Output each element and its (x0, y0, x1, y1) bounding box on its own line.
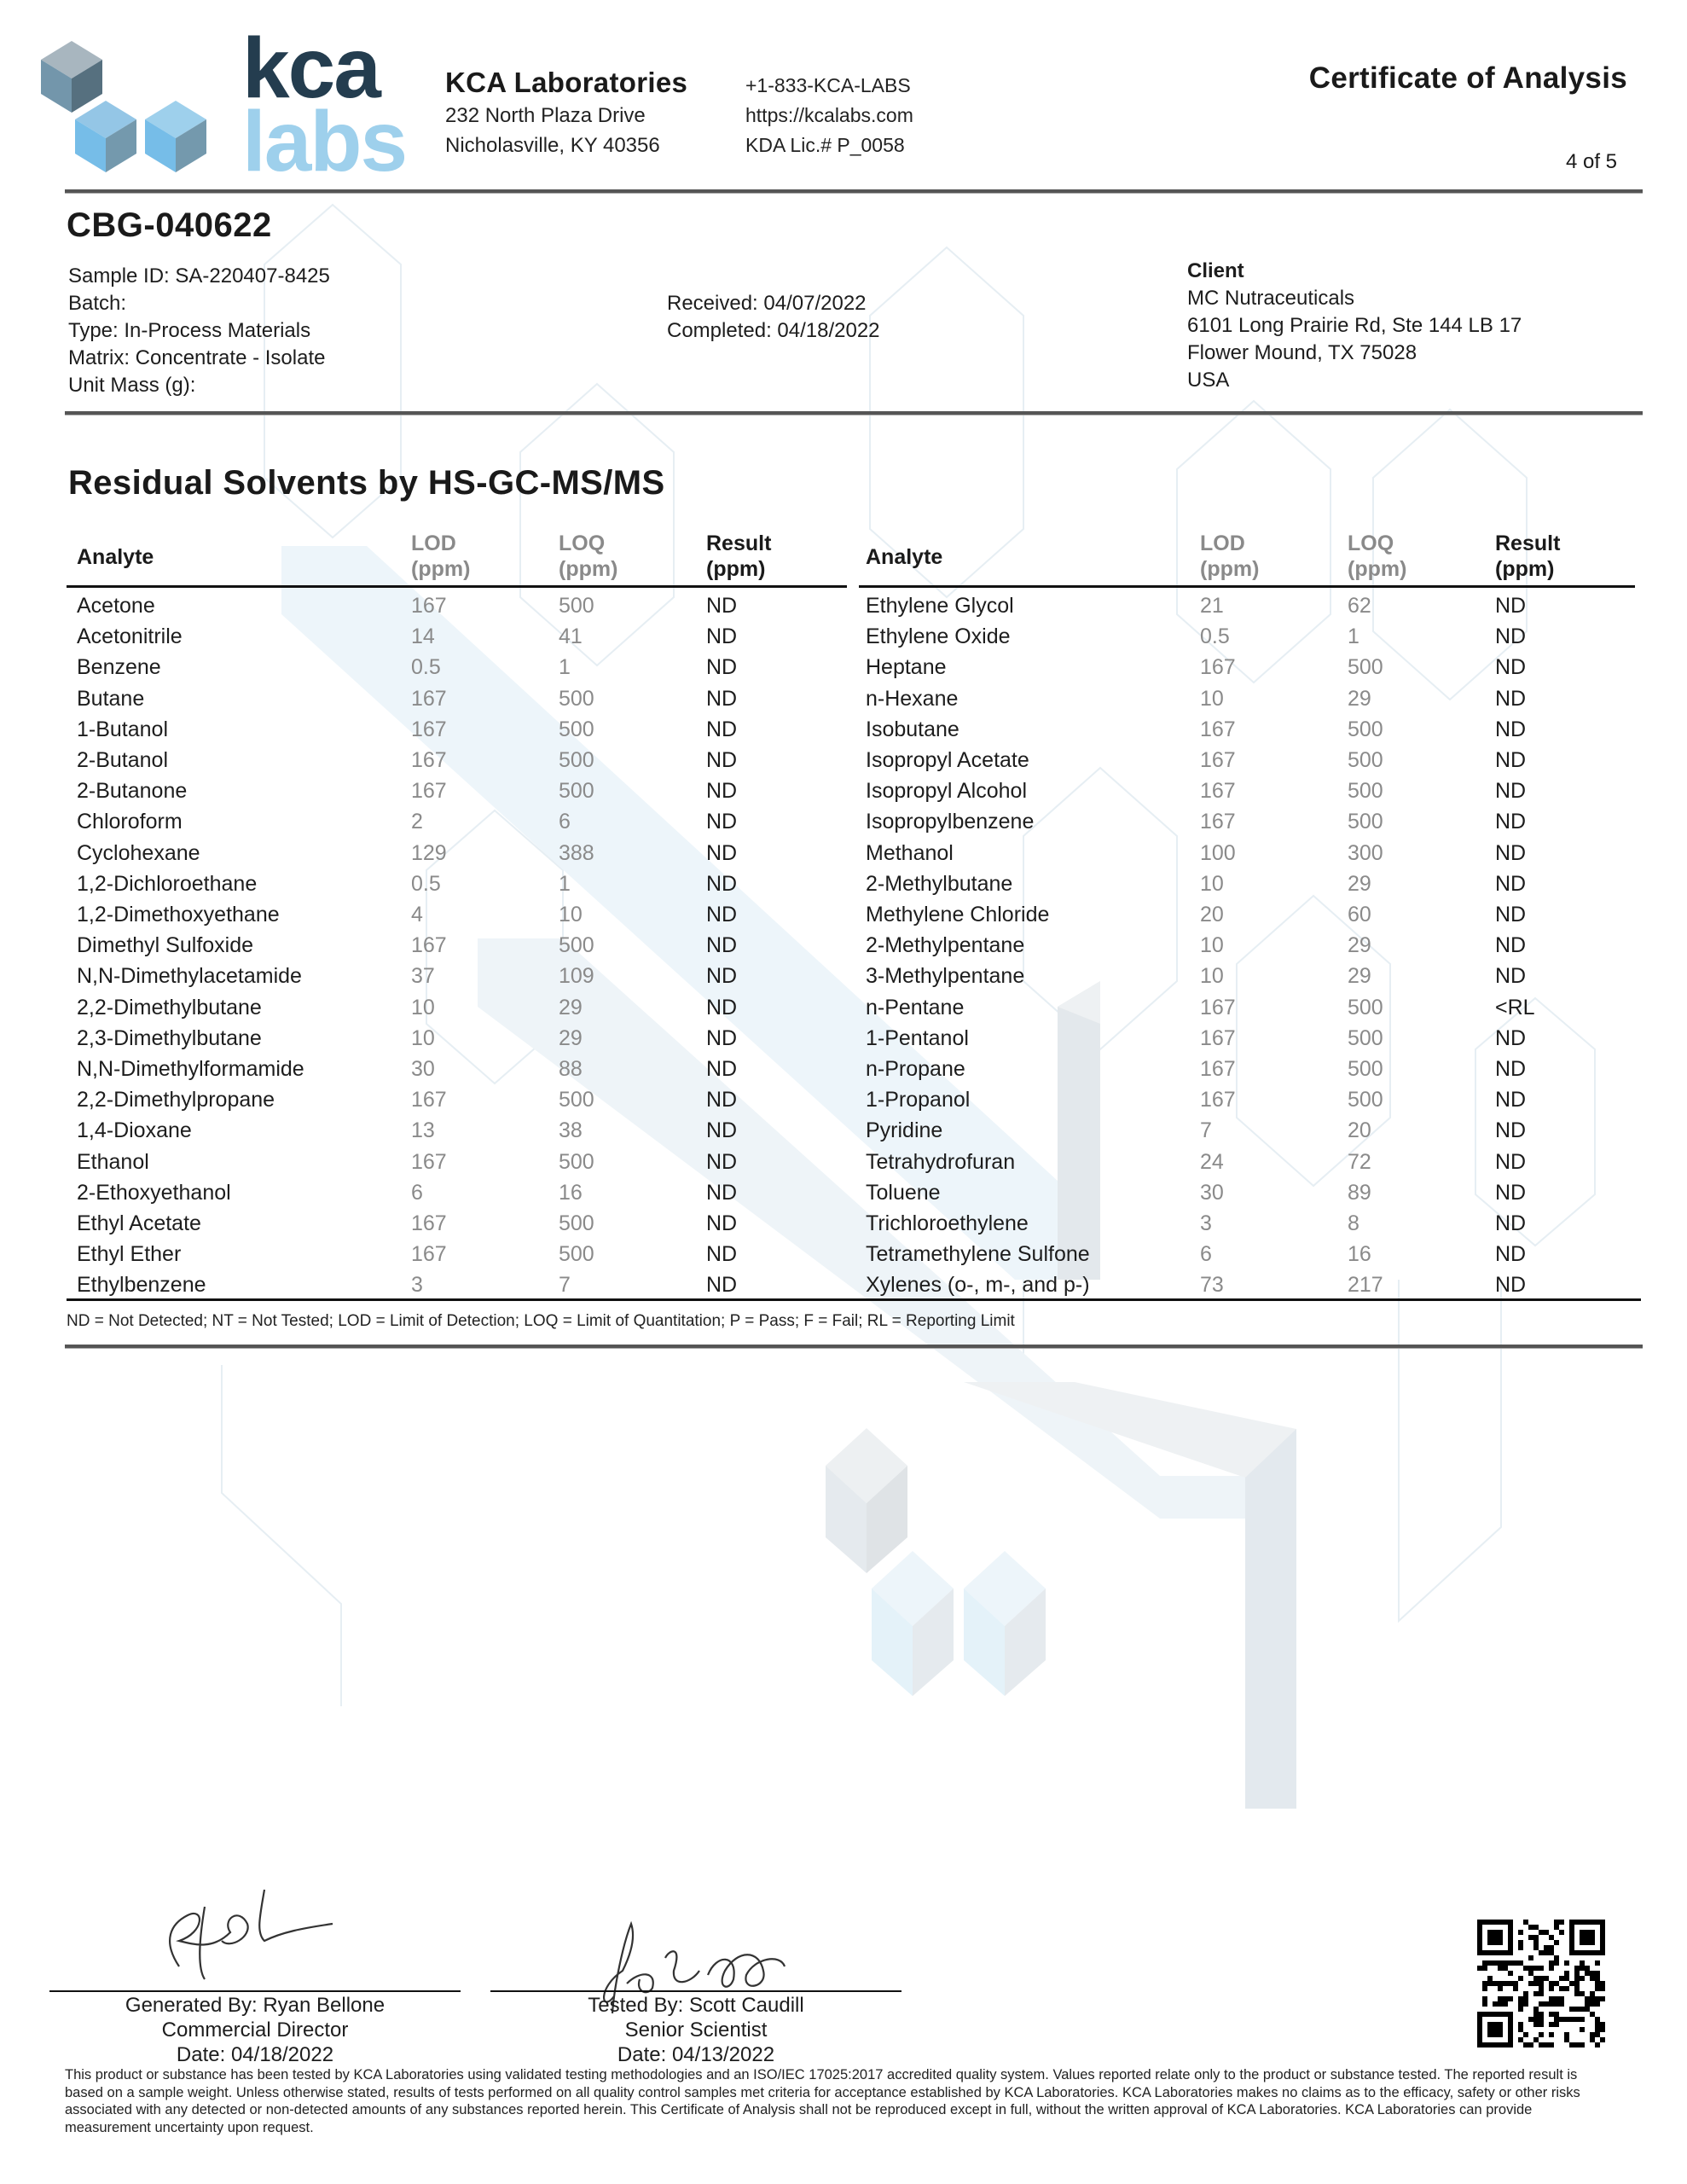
result-cell: ND (1495, 933, 1527, 958)
lod-cell: 10 (411, 1025, 435, 1050)
result-cell: ND (706, 964, 738, 989)
lod-cell: 167 (1200, 779, 1236, 804)
result-cell: ND (1495, 840, 1527, 865)
loq-cell: 29 (1348, 871, 1371, 896)
lab-name: KCA Laboratories (445, 67, 688, 98)
analyte-cell: 1,4-Dioxane (77, 1118, 192, 1143)
loq-cell: 41 (559, 624, 583, 649)
result-cell: ND (1495, 1025, 1527, 1050)
lod-cell: 167 (1200, 810, 1236, 834)
logo-cubes-icon (41, 41, 220, 186)
result-cell: ND (706, 933, 738, 958)
loq-cell: 16 (559, 1180, 583, 1205)
lod-cell: 167 (411, 748, 447, 772)
lod-cell: 10 (1200, 686, 1224, 711)
analyte-cell: 1,2-Dimethoxyethane (77, 903, 280, 926)
lod-cell: 24 (1200, 1149, 1224, 1174)
lod-cell: 0.5 (411, 871, 441, 896)
table-row (77, 1054, 844, 1084)
table-row (77, 652, 844, 682)
result-label: Result (706, 531, 772, 555)
table-row (77, 961, 844, 991)
result-cell: ND (1495, 717, 1527, 741)
analyte-cell: Chloroform (77, 810, 183, 834)
table-row (77, 1115, 844, 1146)
lod-cell: 167 (411, 717, 447, 741)
result-cell: ND (706, 624, 738, 649)
lod-cell: 100 (1200, 840, 1236, 865)
result-cell: ND (1495, 903, 1527, 926)
logo-kca-text: kca (242, 20, 380, 116)
lod-cell: 167 (1200, 995, 1236, 1019)
lod-cell: 167 (1200, 655, 1236, 680)
lod-cell: 21 (1200, 594, 1224, 618)
table-row (866, 992, 1633, 1023)
result-cell: ND (1495, 748, 1527, 772)
result-cell: ND (1495, 1088, 1527, 1112)
result-cell: ND (706, 1273, 738, 1298)
loq-cell: 500 (1348, 1088, 1383, 1112)
result-cell: ND (1495, 624, 1527, 649)
table-row (77, 930, 844, 961)
lod-cell: 6 (1200, 1242, 1212, 1267)
analyte-cell: n-Pentane (866, 995, 965, 1019)
lab-address-line2: Nicholasville, KY 40356 (445, 134, 660, 157)
completed-date: Completed: 04/18/2022 (667, 319, 880, 342)
analyte-cell: Toluene (866, 1180, 941, 1205)
analyte-cell: Pyridine (866, 1118, 943, 1143)
table-row (866, 652, 1633, 682)
received-date: Received: 04/07/2022 (667, 292, 867, 315)
analyte-cell: N,N-Dimethylformamide (77, 1057, 304, 1081)
result-cell: ND (1495, 1180, 1527, 1205)
tested-by-block (490, 1993, 901, 2067)
lod-cell: 167 (411, 594, 447, 618)
table-row (866, 683, 1633, 714)
lod-cell: 167 (1200, 1025, 1236, 1050)
analyte-cell: 1,2-Dichloroethane (77, 871, 258, 896)
table-row (866, 868, 1633, 899)
analyte-cell: Tetrahydrofuran (866, 1149, 1016, 1174)
lod-cell: 0.5 (1200, 624, 1230, 649)
loq-cell: 500 (559, 686, 594, 711)
lod-cell: 13 (411, 1118, 435, 1143)
result-cell: ND (1495, 779, 1527, 804)
result-label: Result (1495, 531, 1561, 555)
kca-labs-logo (41, 20, 408, 189)
analyte-cell: Isopropyl Acetate (866, 748, 1029, 772)
tested-by-name: Tested By: Scott Caudill (588, 1994, 804, 2017)
table-bottom-rule (67, 1298, 1641, 1301)
lod-cell: 3 (1200, 1211, 1212, 1235)
table-row (77, 838, 844, 868)
analyte-cell: Heptane (866, 655, 947, 680)
analyte-cell: Ethylene Glycol (866, 594, 1014, 618)
lod-cell: 0.5 (411, 655, 441, 680)
lod-cell: 167 (411, 686, 447, 711)
lod-label: LOD (411, 531, 456, 555)
client-country: USA (1187, 369, 1230, 392)
loq-cell: 500 (559, 1242, 594, 1267)
loq-cell: 217 (1348, 1273, 1383, 1298)
tested-by-title: Senior Scientist (624, 2018, 768, 2042)
analyte-cell: Ethyl Ether (77, 1242, 182, 1267)
analyte-cell: 2-Butanone (77, 779, 188, 804)
loq-cell: 500 (1348, 1025, 1383, 1050)
table-row (866, 745, 1633, 775)
loq-cell: 7 (559, 1273, 571, 1298)
section-title: Residual Solvents by HS-GC-MS/MS (68, 464, 665, 502)
lod-cell: 167 (411, 1242, 447, 1267)
lod-cell: 10 (411, 995, 435, 1019)
signature-line-generated (49, 1990, 461, 1992)
signature-ryan-bellone-icon (154, 1881, 358, 1992)
loq-cell: 300 (1348, 840, 1383, 865)
loq-cell: 6 (559, 810, 571, 834)
table-row (77, 745, 844, 775)
loq-cell: 62 (1348, 594, 1371, 618)
lod-cell: 30 (1200, 1180, 1224, 1205)
lod-unit: (ppm) (411, 557, 471, 581)
loq-cell: 500 (559, 594, 594, 618)
loq-cell: 500 (559, 779, 594, 804)
analyte-cell: Butane (77, 686, 145, 711)
table-row (866, 961, 1633, 991)
column-header-analyte: Analyte (77, 545, 154, 569)
lod-cell: 167 (411, 1088, 447, 1112)
loq-cell: 20 (1348, 1118, 1371, 1143)
lod-cell: 129 (411, 840, 447, 865)
result-cell: ND (706, 810, 738, 834)
result-cell: ND (706, 1242, 738, 1267)
analyte-cell: Acetonitrile (77, 624, 183, 649)
table-row (77, 992, 844, 1023)
loq-cell: 29 (1348, 686, 1371, 711)
lod-cell: 167 (1200, 717, 1236, 741)
analyte-cell: Isopropyl Alcohol (866, 779, 1028, 804)
loq-cell: 29 (559, 995, 583, 1019)
loq-label: LOQ (1348, 531, 1394, 555)
loq-cell: 388 (559, 840, 594, 865)
result-cell: ND (706, 995, 738, 1019)
abbreviation-legend: ND = Not Detected; NT = Not Tested; LOD = Limit of Detection; LOQ = Limit of Quantitation; P = Pass; F = Fail; RL = Reporting Limit (67, 1312, 1015, 1330)
analyte-cell: 2-Butanol (77, 748, 169, 772)
table-row (77, 899, 844, 930)
table-row (866, 930, 1633, 961)
client-city: Flower Mound, TX 75028 (1187, 341, 1417, 364)
loq-cell: 1 (1348, 624, 1359, 649)
loq-cell: 38 (559, 1118, 583, 1143)
analyte-cell: Methanol (866, 840, 954, 865)
result-cell: ND (706, 686, 738, 711)
table-row (866, 1208, 1633, 1239)
lod-cell: 10 (1200, 871, 1224, 896)
generated-by-title: Commercial Director (161, 2018, 349, 2042)
analyte-cell: Xylenes (o-, m-, and p-) (866, 1273, 1090, 1298)
sample-matrix: Matrix: Concentrate - Isolate (68, 346, 326, 369)
loq-cell: 1 (559, 655, 571, 680)
loq-cell: 500 (1348, 1057, 1383, 1081)
lod-cell: 3 (411, 1273, 423, 1298)
analyte-cell: Ethyl Acetate (77, 1211, 201, 1235)
analyte-cell: Acetone (77, 594, 155, 618)
table-row (866, 899, 1633, 930)
result-cell: ND (706, 1149, 738, 1174)
lod-cell: 6 (411, 1180, 423, 1205)
analyte-cell: Ethylbenzene (77, 1273, 206, 1298)
page-number: 4 of 5 (1565, 150, 1617, 173)
loq-cell: 500 (559, 1211, 594, 1235)
lod-cell: 4 (411, 903, 423, 926)
table-row (77, 1177, 844, 1208)
loq-unit: (ppm) (1348, 557, 1407, 581)
analyte-cell: Methylene Chloride (866, 903, 1050, 926)
lod-cell: 10 (1200, 933, 1224, 958)
result-cell: ND (1495, 1118, 1527, 1143)
client-name: MC Nutraceuticals (1187, 287, 1355, 310)
legend-divider (65, 1345, 1643, 1349)
result-unit: (ppm) (706, 557, 766, 581)
result-cell: ND (1495, 964, 1527, 989)
lod-cell: 167 (411, 1211, 447, 1235)
result-cell: ND (1495, 655, 1527, 680)
analyte-cell: 1-Propanol (866, 1088, 971, 1112)
logo-labs-text: labs (242, 94, 407, 189)
table-row (77, 714, 844, 745)
table-row (77, 1269, 844, 1300)
result-cell: ND (706, 594, 738, 618)
sample-batch: Batch: (68, 292, 127, 315)
loq-cell: 72 (1348, 1149, 1371, 1174)
table-row (77, 590, 844, 621)
info-divider (65, 411, 1643, 415)
document-title: Certificate of Analysis (1308, 61, 1627, 95)
table-row (866, 590, 1633, 621)
sample-info-block (68, 263, 330, 399)
table-row (866, 714, 1633, 745)
table-row (866, 1023, 1633, 1054)
lod-cell: 2 (411, 810, 423, 834)
loq-cell: 500 (1348, 655, 1383, 680)
result-cell: ND (1495, 810, 1527, 834)
result-cell: ND (706, 903, 738, 926)
lod-cell: 37 (411, 964, 435, 989)
table-row (77, 1023, 844, 1054)
table-row (866, 621, 1633, 652)
result-cell: ND (1495, 594, 1527, 618)
table-row (866, 1115, 1633, 1146)
generated-by-name: Generated By: Ryan Bellone (125, 1994, 386, 2017)
table-row (866, 775, 1633, 806)
result-cell: ND (1495, 1273, 1527, 1298)
analyte-cell: 1-Pentanol (866, 1025, 969, 1050)
loq-cell: 1 (559, 871, 571, 896)
analyte-cell: 2,2-Dimethylbutane (77, 995, 262, 1019)
lod-cell: 10 (1200, 964, 1224, 989)
table-row (77, 868, 844, 899)
table-row (866, 1269, 1633, 1300)
result-cell: ND (1495, 686, 1527, 711)
result-cell: ND (1495, 1057, 1527, 1081)
result-cell: ND (706, 655, 738, 680)
analyte-cell: 2,2-Dimethylpropane (77, 1088, 275, 1112)
sample-id: Sample ID: SA-220407-8425 (68, 264, 330, 288)
column-header-result (706, 531, 771, 582)
loq-cell: 500 (559, 1088, 594, 1112)
client-heading: Client (1187, 259, 1244, 282)
table-row (77, 1208, 844, 1239)
lod-cell: 7 (1200, 1118, 1212, 1143)
table-header-rule (859, 585, 1635, 588)
loq-cell: 500 (1348, 748, 1383, 772)
lod-cell: 73 (1200, 1273, 1224, 1298)
table-row (77, 1084, 844, 1115)
analyte-cell: n-Hexane (866, 686, 959, 711)
loq-cell: 500 (559, 1149, 594, 1174)
loq-label: LOQ (559, 531, 606, 555)
column-header-loq (559, 531, 617, 582)
loq-cell: 500 (1348, 810, 1383, 834)
result-cell: ND (706, 1025, 738, 1050)
table-row (866, 806, 1633, 837)
loq-cell: 500 (1348, 717, 1383, 741)
client-street: 6101 Long Prairie Rd, Ste 144 LB 17 (1187, 314, 1522, 337)
loq-cell: 109 (559, 964, 594, 989)
result-cell: ND (706, 840, 738, 865)
result-cell: <RL (1495, 995, 1535, 1019)
signature-line-tested (490, 1990, 901, 1992)
result-cell: ND (706, 748, 738, 772)
lod-cell: 167 (411, 779, 447, 804)
table-row (866, 1054, 1633, 1084)
result-unit: (ppm) (1495, 557, 1555, 581)
analyte-cell: Isobutane (866, 717, 959, 741)
analyte-cell: Cyclohexane (77, 840, 200, 865)
loq-cell: 29 (1348, 933, 1371, 958)
table-row (77, 1147, 844, 1177)
table-row (77, 683, 844, 714)
sample-unit-mass: Unit Mass (g): (68, 374, 196, 397)
analyte-cell: 2-Methylpentane (866, 933, 1025, 958)
lod-label: LOD (1200, 531, 1245, 555)
loq-cell: 89 (1348, 1180, 1371, 1205)
analyte-cell: N,N-Dimethylacetamide (77, 964, 302, 989)
generated-by-date: Date: 04/18/2022 (176, 2043, 334, 2066)
loq-cell: 10 (559, 903, 583, 926)
analyte-cell: 2-Methylbutane (866, 871, 1013, 896)
loq-cell: 500 (559, 748, 594, 772)
analyte-cell: 1-Butanol (77, 717, 169, 741)
sample-type: Type: In-Process Materials (68, 319, 311, 342)
result-cell: ND (1495, 1149, 1527, 1174)
loq-cell: 88 (559, 1057, 583, 1081)
result-cell: ND (1495, 871, 1527, 896)
header-divider (65, 189, 1643, 194)
lod-cell: 167 (411, 933, 447, 958)
lab-address-line1: 232 North Plaza Drive (445, 104, 646, 127)
table-row (77, 775, 844, 806)
lod-cell: 167 (1200, 1088, 1236, 1112)
result-cell: ND (706, 1211, 738, 1235)
table-row (866, 1177, 1633, 1208)
analyte-cell: Tetramethylene Sulfone (866, 1242, 1090, 1267)
column-header-result (1495, 531, 1560, 582)
analyte-cell: Ethanol (77, 1149, 149, 1174)
lab-license: KDA Lic.# P_0058 (745, 134, 905, 156)
analyte-cell: 2,3-Dimethylbutane (77, 1025, 262, 1050)
result-cell: ND (706, 1180, 738, 1205)
analyte-cell: Benzene (77, 655, 161, 680)
loq-unit: (ppm) (559, 557, 618, 581)
loq-cell: 16 (1348, 1242, 1371, 1267)
lod-unit: (ppm) (1200, 557, 1260, 581)
sample-dates-block (667, 290, 880, 345)
result-cell: ND (706, 871, 738, 896)
loq-cell: 500 (559, 933, 594, 958)
lab-phone: +1-833-KCA-LABS (745, 74, 911, 96)
loq-cell: 29 (559, 1025, 583, 1050)
table-row (77, 1239, 844, 1269)
table-header-rule (67, 585, 847, 588)
lod-cell: 20 (1200, 903, 1224, 926)
lod-cell: 167 (411, 1149, 447, 1174)
column-header-loq (1348, 531, 1406, 582)
result-cell: ND (706, 717, 738, 741)
table-row (77, 806, 844, 837)
column-header-analyte: Analyte (866, 545, 943, 569)
analyte-cell: Ethylene Oxide (866, 624, 1011, 649)
loq-cell: 60 (1348, 903, 1371, 926)
analyte-cell: Trichloroethylene (866, 1211, 1029, 1235)
result-cell: ND (706, 779, 738, 804)
lod-cell: 167 (1200, 748, 1236, 772)
result-cell: ND (706, 1057, 738, 1081)
lod-cell: 167 (1200, 1057, 1236, 1081)
lod-cell: 14 (411, 624, 435, 649)
result-cell: ND (1495, 1211, 1527, 1235)
analyte-cell: 2-Ethoxyethanol (77, 1180, 231, 1205)
generated-by-block (49, 1993, 461, 2067)
analyte-cell: Dimethyl Sulfoxide (77, 933, 254, 958)
lab-website[interactable]: https://kcalabs.com (745, 104, 913, 126)
lod-cell: 30 (411, 1057, 435, 1081)
analyte-cell: Isopropylbenzene (866, 810, 1035, 834)
loq-cell: 500 (1348, 779, 1383, 804)
table-row (866, 1084, 1633, 1115)
loq-cell: 500 (559, 717, 594, 741)
sample-name: CBG-040622 (67, 206, 272, 244)
disclaimer-text: This product or substance has been tested by KCA Laboratories using validated testing methodologies and an ISO/IEC 17025:2017 accredited quality system. Values reported relate only to the product or substance tested. The reported result is based on a sample weight. Unless otherwise stated, results of tests performed on all quality control samples met criteria for acceptance established by KCA Laboratories. KCA Laboratories makes no claims as to the efficacy, safety or other risks associated with any detected or non-detected amounts of any substances reported herein. This Certificate of Analysis shall not be reproduced except in full, without the written approval of KCA Laboratories. KCA Laboratories can provide measurement uncertainty upon request. (65, 2067, 1580, 2135)
result-cell: ND (1495, 1242, 1527, 1267)
column-header-lod (1200, 531, 1259, 582)
qr-code-icon[interactable] (1477, 1920, 1605, 2048)
result-cell: ND (706, 1118, 738, 1143)
result-cell: ND (706, 1088, 738, 1112)
loq-cell: 29 (1348, 964, 1371, 989)
table-row (866, 1147, 1633, 1177)
analyte-cell: n-Propane (866, 1057, 965, 1081)
table-row (77, 621, 844, 652)
loq-cell: 8 (1348, 1211, 1359, 1235)
client-block (1187, 258, 1522, 394)
column-header-lod (411, 531, 470, 582)
tested-by-date: Date: 04/13/2022 (617, 2043, 775, 2066)
loq-cell: 500 (1348, 995, 1383, 1019)
table-row (866, 838, 1633, 868)
table-row (866, 1239, 1633, 1269)
analyte-cell: 3-Methylpentane (866, 964, 1025, 989)
